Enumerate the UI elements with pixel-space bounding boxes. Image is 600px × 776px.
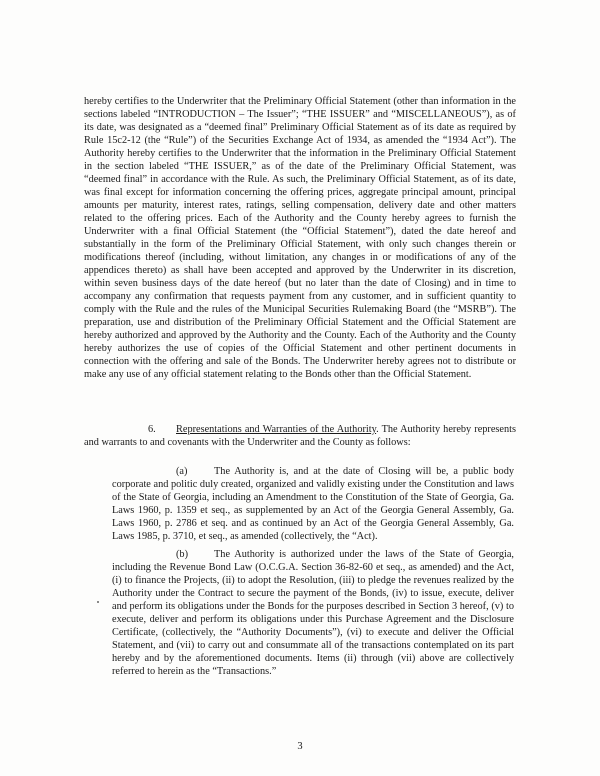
section-number: 6. xyxy=(148,424,156,435)
subsection-a xyxy=(112,465,514,543)
continuation-paragraph: hereby certifies to the Underwriter that the Preliminary Official Statement (other than information in the sections labeled “INTRODUCTION – The Issuer”; “THE ISSUER” and “MISCELLANEOUS”), as of its date, was designated as a “deemed final” Preliminary Official Statement as of its date as required by Rule 15c2-12 (the “Rule”) of the Securities Exchange Act of 1934, as amended the “1934 Act”). The Authority hereby certifies to the Underwriter that the information in the Preliminary Official Statement in the section labeled “THE ISSUER,” as of the date of the Preliminary Official Statement, was “deemed final” in accordance with the Rule. As such, the Preliminary Official Statement, as of its date, was final except for information concerning the offering prices, aggregate principal amount, principal amounts per maturity, interest rates, ratings, selling compensation, delivery date and other matters related to the offering prices. Each of the Authority and the County hereby agrees to furnish the Underwriter with a final Official Statement (the “Official Statement”), dated the date hereof and substantially in the form of the Preliminary Official Statement, with only such changes therein or modifications thereof (including, without limitation, any changes in or modifications of any of the appendices thereto) as shall have been accepted and approved by the Underwriter in its discretion, within seven business days of the date hereof (but no later than the date of Closing) and in time to accompany any confirmation that requests payment from any customer, and in sufficient quantity to comply with the Rule and the rules of the Municipal Securities Rulemaking Board (the “MSRB”). The preparation, use and distribution of the Preliminary Official Statement and the Official Statement are hereby authorized and approved by the Authority and the County. Each of the Authority and the County hereby authorizes the use of copies of the Official Statement and other pertinent documents in connection with the offering and sale of the Bonds. The Underwriter hereby agrees not to distribute or make any use of any official statement relating to the Bonds other than the Official Statement. xyxy=(84,96,516,380)
subsection-a-label: (a) xyxy=(176,466,188,477)
section-6-text: . The Authority hereby represents and warrants to and covenants with the Underwriter and the County as follows: xyxy=(84,424,517,448)
subsection-b-label: (b) xyxy=(176,549,189,560)
subsection-a-text: The Authority is, and at the date of Closing will be, a public body corporate and politic duly created, organized and validly existing under the Constitution and laws of the State of Georgia, including an Amendment to the Constitution of the State of Georgia, Ga. Laws 1960, p. 1359 et seq., as supplemented by an Act of the Georgia General Assembly, Ga. Laws 1960, p. 2786 et seq. and as continued by an Act of the Georgia General Assembly, Ga. Laws 1985, p. 3710, et seq., as amended (collectively, the “Act). xyxy=(112,466,514,542)
page-number: 3 xyxy=(297,741,303,752)
section-heading: Representations and Warranties of the Authority xyxy=(176,424,377,435)
subsection-b xyxy=(112,548,514,678)
subsection-b-text: The Authority is authorized under the laws of the State of Georgia, including the Revenue Bond Law (O.C.G.A. Section 36-82-60 et seq., as amended) and the Act, (i) to finance the Projects, (ii) to adopt the Resolution, (iii) to pledge the revenues realized by the Authority under the Contract to secure the payment of the Bonds, (iv) to issue, execute, deliver and perform its obligations under the Bonds for the purposes described in Section 3 hereof, (v) to execute, deliver and perform its obligations under this Purchase Agreement and the Disclosure Certificate, (collectively, the “Authority Documents”), (vi) to execute and deliver the Official Statement, and (vii) to carry out and consummate all of the transactions contemplated on its part hereby and by the aforementioned documents. Items (ii) through (vii) above are collectively referred to herein as the “Transactions.” xyxy=(112,549,514,677)
scan-speck xyxy=(97,601,99,603)
section-6-paragraph xyxy=(84,423,516,449)
